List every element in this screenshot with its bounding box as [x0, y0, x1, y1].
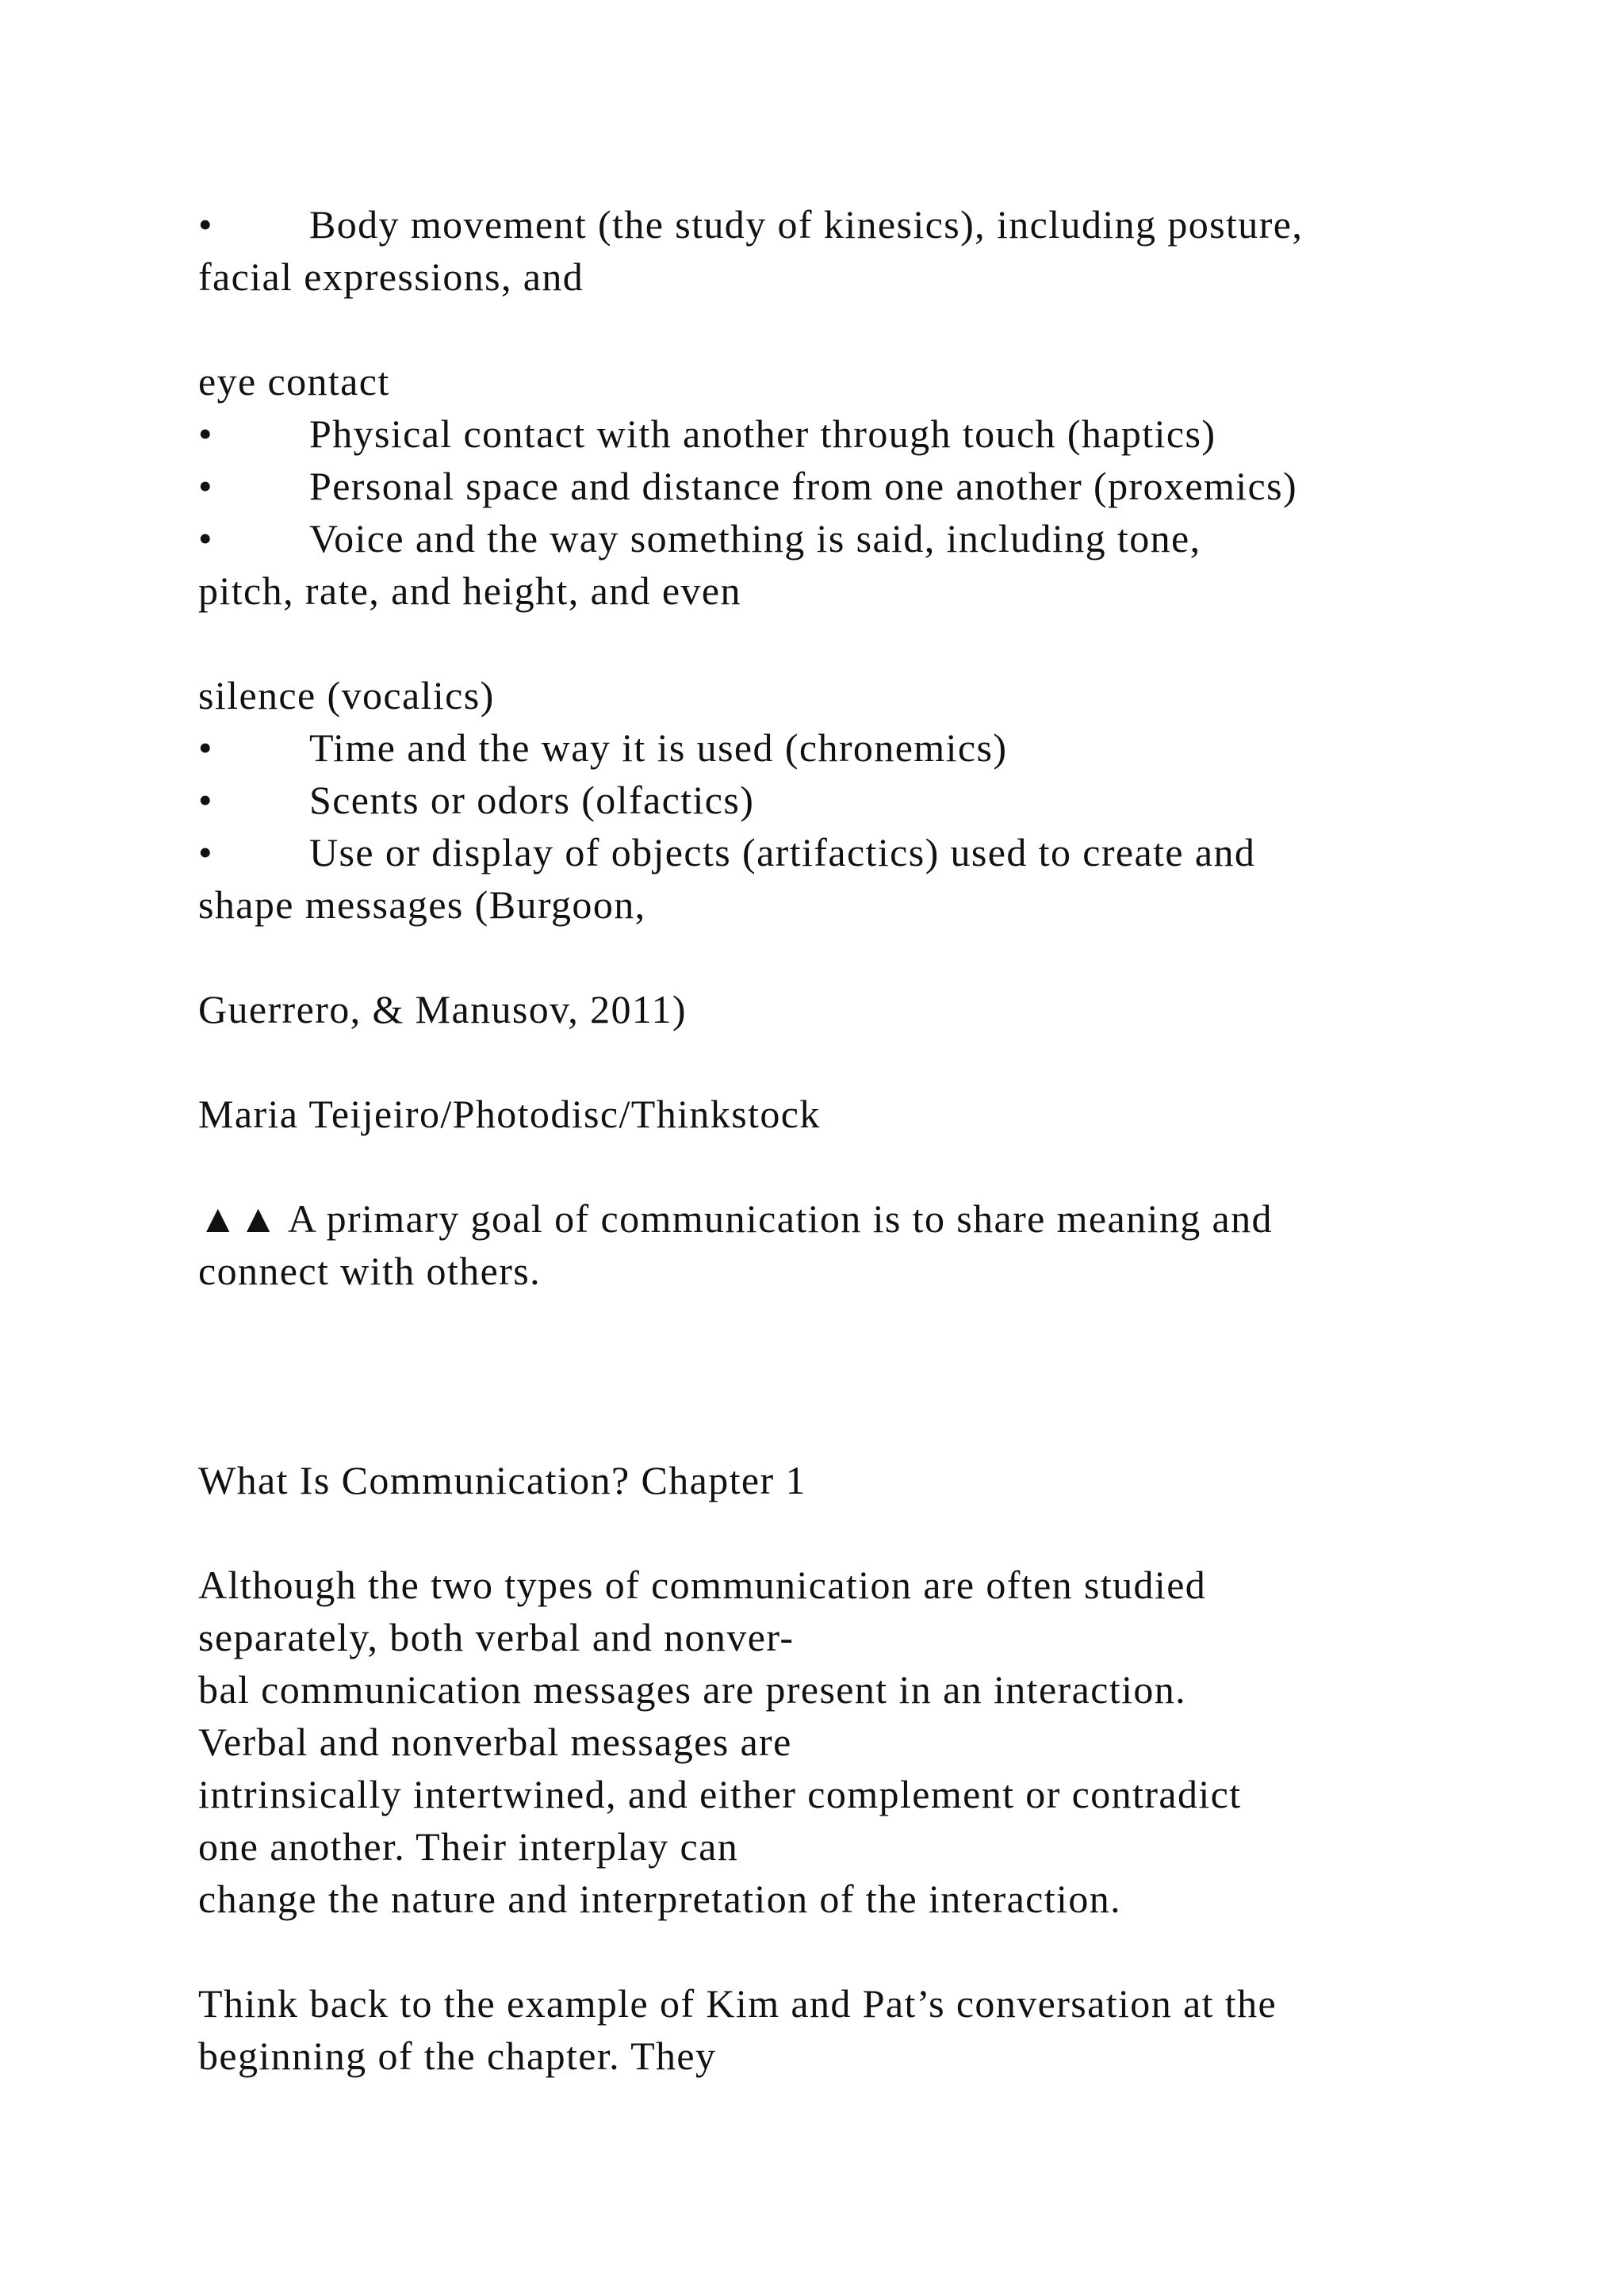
bullet-text: Time and the way it is used (chronemics)	[309, 725, 1008, 770]
bullet-marker: •	[198, 202, 213, 247]
bullet-continuation: shape messages (Burgoon,	[198, 882, 646, 927]
bullet-item-chronemics	[198, 721, 1007, 774]
bullet-continuation: facial expressions, and	[198, 254, 584, 299]
bullet-marker: •	[198, 830, 213, 874]
paragraph-line: intrinsically intertwined, and either complement or contradict	[198, 1772, 1242, 1816]
paragraph-line: beginning of the chapter. They	[198, 2034, 717, 2078]
bullet-marker: •	[198, 516, 213, 561]
bullet-marker: •	[198, 411, 213, 456]
paragraph-line: Think back to the example of Kim and Pat’s conversation at the	[198, 1981, 1277, 2026]
paragraph-line: change the nature and interpretation of the interaction.	[198, 1877, 1122, 1921]
bullet-item-vocalics	[198, 512, 1201, 564]
photo-credit: Maria Teijeiro/Photodisc/Thinkstock	[198, 1092, 821, 1136]
paragraph-line: Verbal and nonverbal messages are	[198, 1720, 792, 1764]
bullet-continuation: pitch, rate, and height, and even	[198, 568, 741, 613]
citation-line: Guerrero, & Manusov, 2011)	[198, 987, 687, 1031]
bullet-text: Personal space and distance from one another (proxemics)	[309, 464, 1298, 508]
paragraph-line: one another. Their interplay can	[198, 1824, 739, 1869]
bullet-continuation: silence (vocalics)	[198, 673, 495, 718]
paragraph-line: separately, both verbal and nonver-	[198, 1615, 795, 1659]
running-header: What Is Communication? Chapter 1	[198, 1458, 806, 1502]
bullet-item-proxemics	[198, 460, 1297, 512]
bullet-marker: •	[198, 778, 213, 822]
image-caption-line: ▲▲ A primary goal of communication is to share meaning and	[198, 1196, 1273, 1241]
bullet-marker: •	[198, 464, 213, 508]
bullet-text: Use or display of objects (artifactics) used to create and	[309, 830, 1256, 874]
paragraph-line: Although the two types of communication are often studied	[198, 1563, 1207, 1607]
bullet-item-artifactics	[198, 826, 1255, 878]
bullet-item-haptics	[198, 408, 1216, 460]
bullet-item-olfactics	[198, 774, 754, 826]
bullet-text: Body movement (the study of kinesics), including posture,	[309, 202, 1304, 247]
bullet-continuation: eye contact	[198, 359, 390, 404]
bullet-marker: •	[198, 725, 213, 770]
bullet-text: Scents or odors (olfactics)	[309, 778, 755, 822]
image-caption-line: connect with others.	[198, 1249, 542, 1293]
bullet-text: Physical contact with another through touch (haptics)	[309, 411, 1216, 456]
bullet-item-kinesics	[198, 198, 1303, 251]
bullet-text: Voice and the way something is said, including tone,	[309, 516, 1201, 561]
paragraph-line: bal communication messages are present in an interaction.	[198, 1667, 1187, 1712]
